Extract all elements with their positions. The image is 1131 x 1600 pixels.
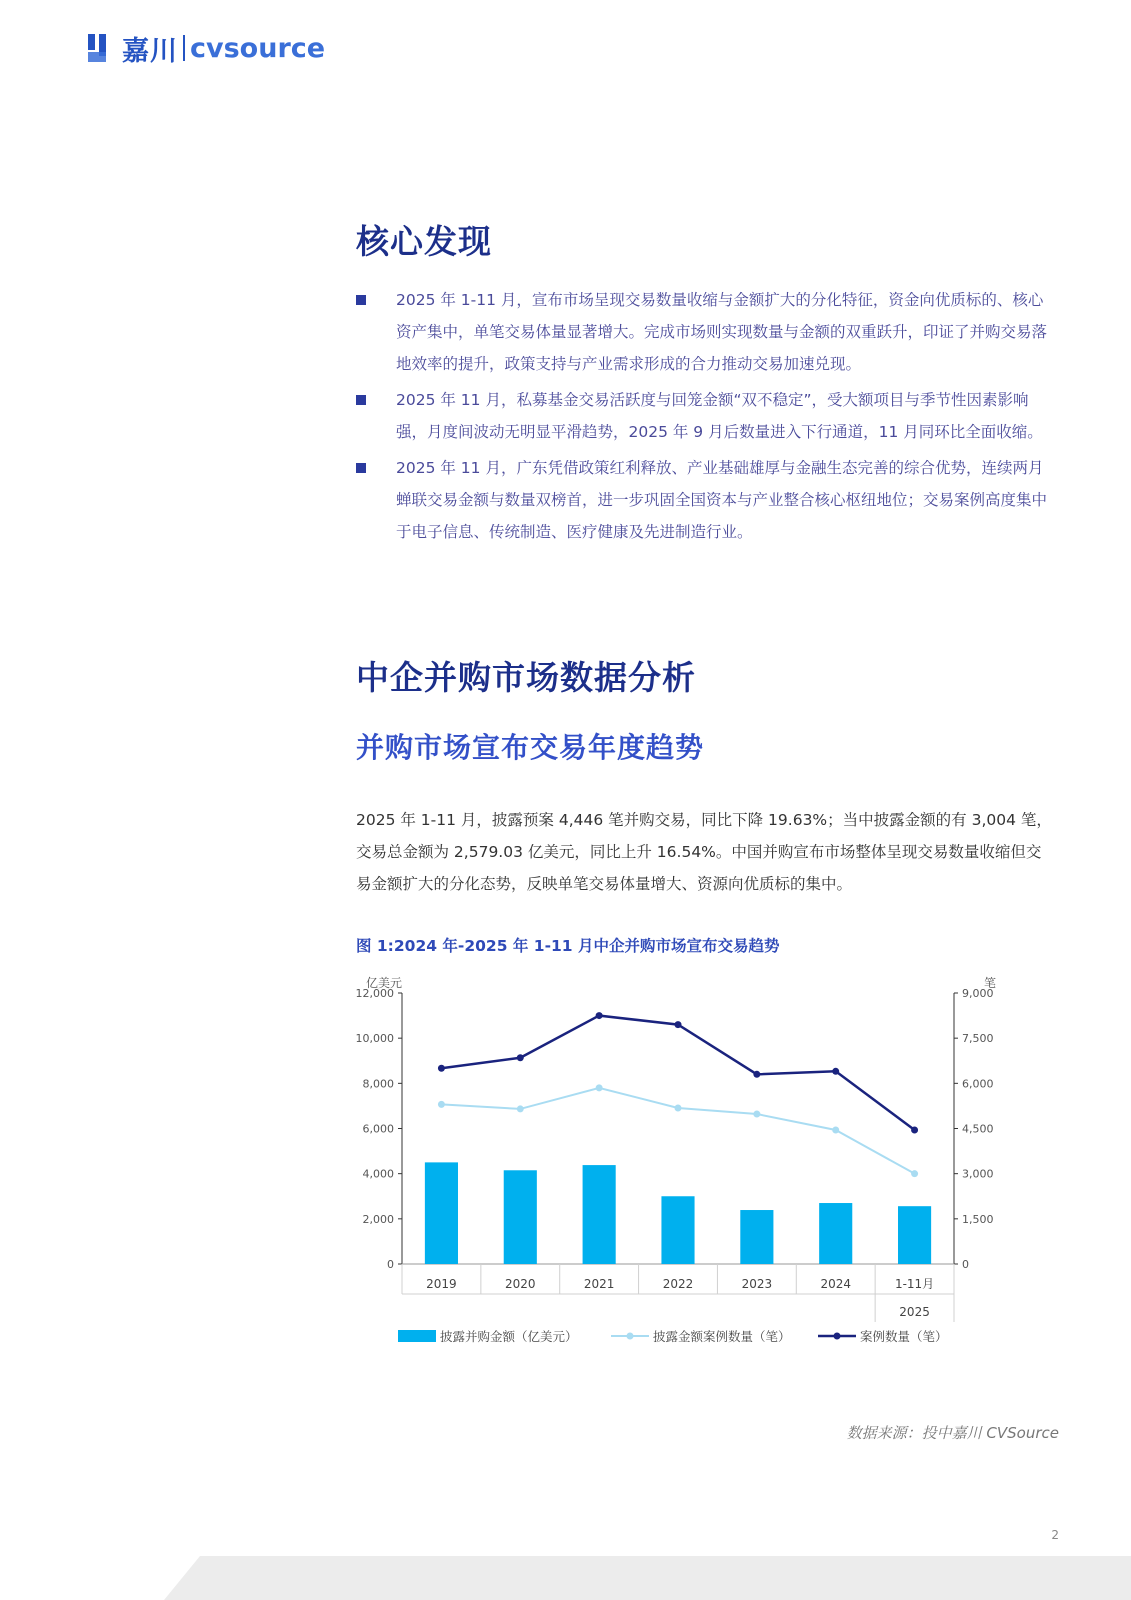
legend-label: 披露金额案例数量（笔） <box>653 1329 791 1344</box>
legend-label: 披露并购金额（亿美元） <box>440 1329 578 1344</box>
series-point <box>832 1127 839 1134</box>
x-tick-label: 2022 <box>662 1277 694 1291</box>
y-right-axis-label: 笔 <box>983 976 996 990</box>
y-right-tick-label: 9,000 <box>962 987 994 1000</box>
finding-item <box>356 452 1056 548</box>
legend-swatch <box>627 1333 634 1340</box>
bullet-square-icon <box>356 395 366 405</box>
y-right-tick-label: 4,500 <box>962 1122 994 1136</box>
series-point <box>753 1071 760 1078</box>
series-point <box>675 1021 682 1028</box>
finding-text: 2025 年 1-11 月，宣布市场呈现交易数量收缩与金额扩大的分化特征，资金向优质标的、核心资产集中，单笔交易体量显著增大。完成市场则实现数量与金额的双重跃升，印证了并购交易落地效率的提升，政策支持与产业需求形成的合力推动交易加速兑现。 <box>396 291 1048 373</box>
y-right-tick-label: 1,500 <box>962 1212 994 1226</box>
bar <box>583 1165 616 1264</box>
bullet-square-icon <box>356 463 366 473</box>
figure-title: 图 1:2024 年-2025 年 1-11 月中企并购市场宣布交易趋势 <box>356 937 780 955</box>
findings-list <box>356 284 1056 548</box>
series-point <box>832 1068 839 1075</box>
series-point <box>753 1111 760 1118</box>
logo-text-en: cvsource <box>190 32 326 64</box>
trend-chart <box>356 970 1056 1370</box>
bar <box>504 1170 537 1264</box>
section-paragraph: 2025 年 1-11 月，披露预案 4,446 笔并购交易，同比下降 19.63%；当中披露金额的有 3,004 笔，交易总金额为 2,579.03 亿美元，同比上升 16.54%。中国并购宣布市场整体呈现交易数量收缩但交易金额扩大的分化态势，反映单笔交易体量增大、资源向优质标的集中。 <box>356 811 1052 893</box>
finding-text: 2025 年 11 月，广东凭借政策红利释放、产业基础雄厚与金融生态完善的综合优势，连续两月蝉联交易金额与数量双榜首，进一步巩固全国资本与产业整合核心枢纽地位；交易案例高度集中于电子信息、传统制造、医疗健康及先进制造行业。 <box>396 459 1048 541</box>
finding-text: 2025 年 11 月，私募基金交易活跃度与回笼金额“双不稳定”，受大额项目与季节性因素影响强，月度间波动无明显平滑趋势，2025 年 9 月后数量进入下行通道，11 月同环比全面收缩。 <box>396 391 1043 441</box>
x-tick-label: 2024 <box>820 1277 851 1291</box>
series-point <box>596 1084 603 1091</box>
y-left-axis-label: 亿美元 <box>366 976 403 990</box>
series-point <box>517 1105 524 1112</box>
finding-item <box>356 284 1056 380</box>
logo-divider <box>183 35 185 61</box>
y-right-tick-label: 0 <box>962 1258 969 1271</box>
y-left-tick-label: 10,000 <box>356 1032 394 1046</box>
x-group-label: 2025 <box>899 1305 930 1319</box>
section-title: 中企并购市场数据分析 <box>356 658 696 697</box>
y-right-tick-label: 7,500 <box>962 1032 994 1046</box>
series-line <box>441 1016 914 1130</box>
series-point <box>438 1065 445 1072</box>
bar <box>819 1203 852 1264</box>
y-left-tick-label: 12,000 <box>356 987 394 1000</box>
series-line <box>441 1088 914 1174</box>
y-left-tick-label: 2,000 <box>362 1212 394 1226</box>
footer-band <box>0 1556 1131 1600</box>
page-number: 2 <box>1051 1528 1059 1542</box>
section-subtitle: 并购市场宣布交易年度趋势 <box>356 731 705 764</box>
bar <box>425 1162 458 1264</box>
y-left-tick-label: 4,000 <box>362 1167 394 1181</box>
bar <box>740 1210 773 1264</box>
y-right-tick-label: 6,000 <box>962 1077 994 1091</box>
y-left-tick-label: 0 <box>387 1258 394 1271</box>
x-tick-label: 2019 <box>426 1277 457 1291</box>
finding-item <box>356 384 1056 448</box>
series-point <box>438 1101 445 1108</box>
x-tick-label: 2021 <box>583 1277 615 1291</box>
bullet-square-icon <box>356 295 366 305</box>
bar <box>898 1206 931 1264</box>
findings-title: 核心发现 <box>356 222 492 261</box>
bar <box>661 1196 694 1264</box>
legend-label: 案例数量（笔） <box>860 1329 948 1344</box>
y-left-tick-label: 8,000 <box>362 1077 394 1091</box>
logo-icon <box>86 32 116 64</box>
logo-text-cn: 嘉川 <box>122 35 178 67</box>
y-right-tick-label: 3,000 <box>962 1167 994 1181</box>
x-tick-label: 1-11月 <box>894 1277 935 1291</box>
series-point <box>517 1054 524 1061</box>
series-point <box>675 1105 682 1112</box>
legend-swatch <box>834 1333 841 1340</box>
series-point <box>596 1012 603 1019</box>
x-tick-label: 2020 <box>505 1277 536 1291</box>
data-source: 数据来源：投中嘉川 CVSource <box>846 1424 1059 1442</box>
series-point <box>911 1127 918 1134</box>
logo <box>86 30 325 66</box>
legend-swatch <box>398 1330 436 1342</box>
x-tick-label: 2023 <box>741 1277 773 1291</box>
y-left-tick-label: 6,000 <box>362 1122 394 1136</box>
series-point <box>911 1170 918 1177</box>
